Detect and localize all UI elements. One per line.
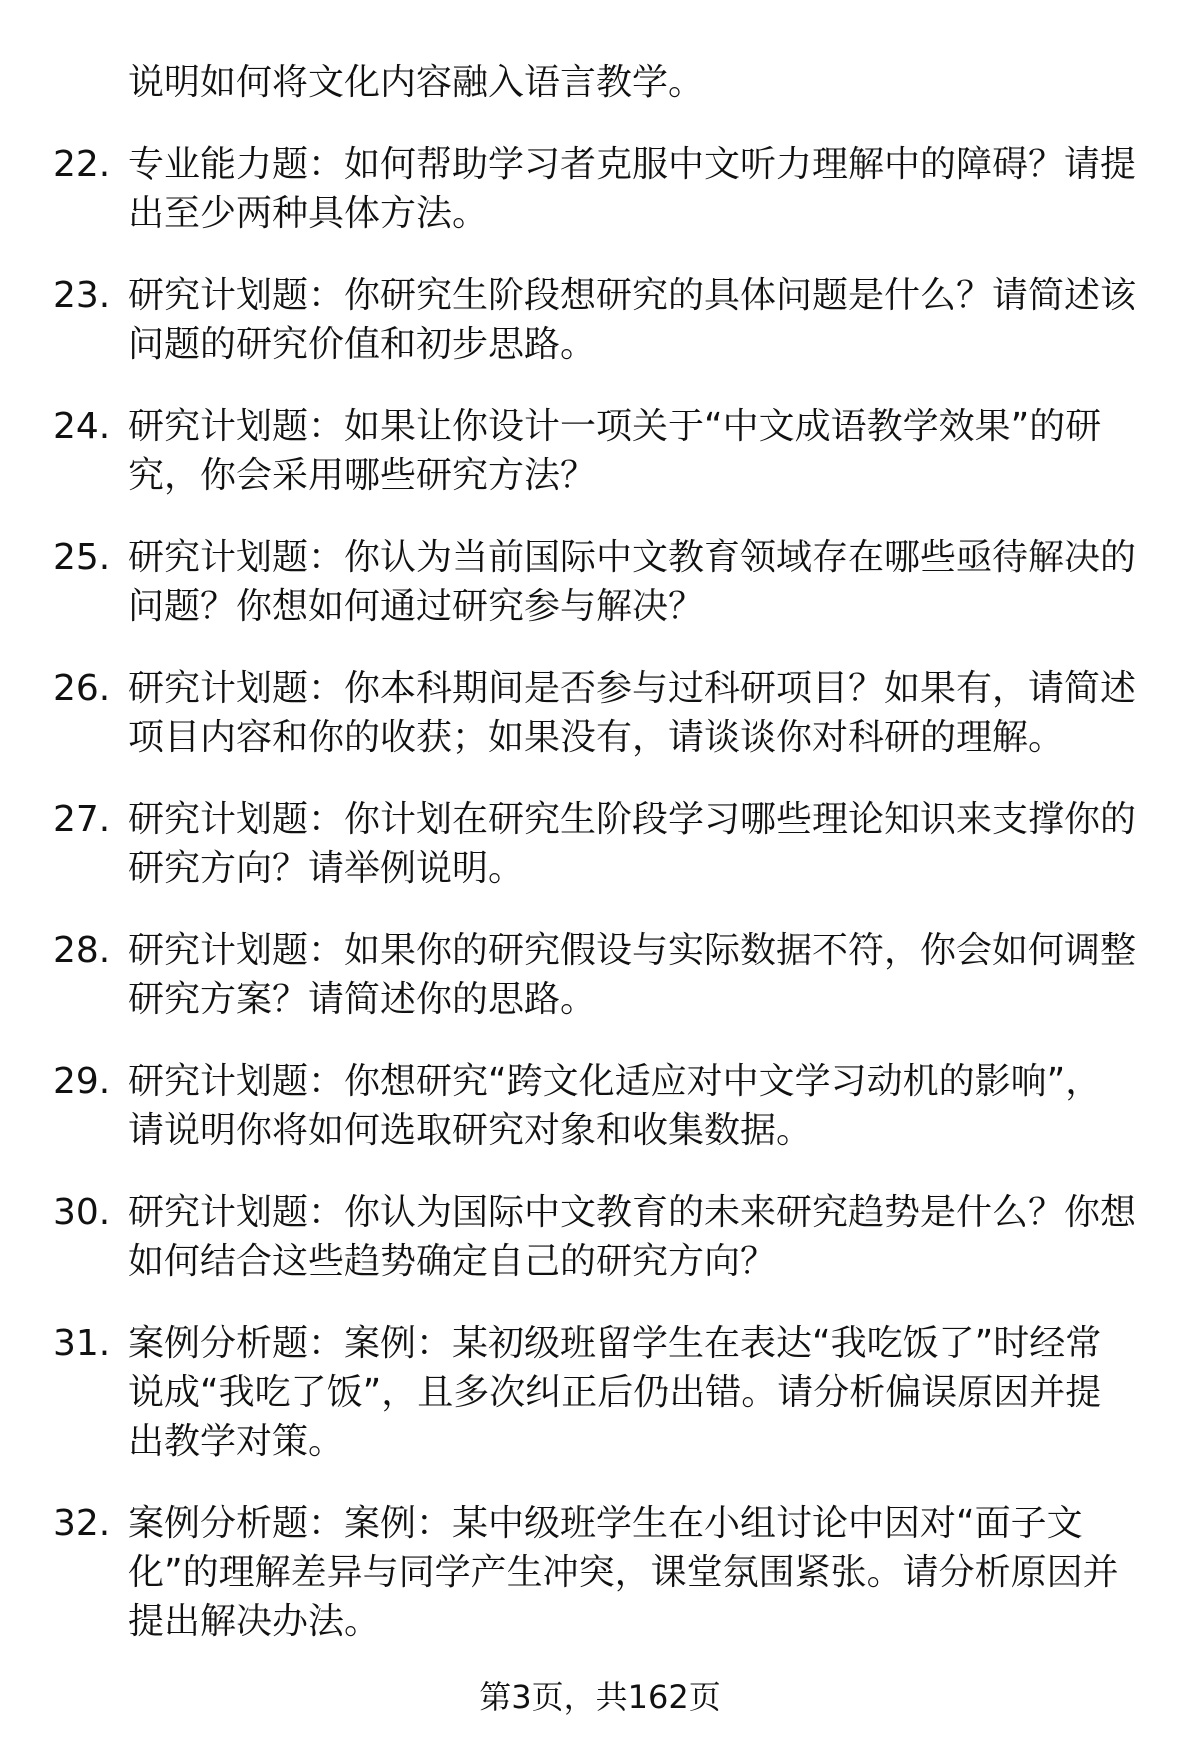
question-text: [128, 402, 1138, 500]
question-number: 26.: [53, 668, 111, 709]
question-line: 研究计划题：你研究生阶段想研究的具体问题是什么？请简述该: [128, 275, 1137, 316]
question-line: 出教学对策。: [128, 1421, 345, 1462]
question-number: 22.: [53, 144, 111, 185]
question-line: 研究计划题：你本科期间是否参与过科研项目？如果有，请简述: [128, 668, 1137, 709]
question-item: [0, 140, 1136, 238]
question-line: 案例分析题：案例：某中级班学生在小组讨论中因对“面子文: [128, 1503, 1083, 1544]
question-item: [0, 1057, 1136, 1155]
continuation-line: 说明如何将文化内容融入语言教学。: [128, 62, 705, 103]
question-number: 32.: [53, 1503, 111, 1544]
question-line: 专业能力题：如何帮助学习者克服中文听力理解中的障碍？请提: [128, 144, 1137, 185]
question-number: 31.: [53, 1323, 111, 1364]
question-text: [128, 1188, 1138, 1286]
question-number: 25.: [53, 537, 111, 578]
question-number: 29.: [53, 1061, 111, 1102]
question-text: [128, 533, 1138, 631]
question-item: [0, 1499, 1136, 1646]
question-line: 研究计划题：你计划在研究生阶段学习哪些理论知识来支撑你的: [128, 799, 1137, 840]
question-line: 提出解决办法。: [128, 1601, 381, 1642]
question-line: 请说明你将如何选取研究对象和收集数据。: [128, 1110, 813, 1151]
question-text: [128, 1319, 1138, 1466]
question-line: 案例分析题：案例：某初级班留学生在表达“我吃饭了”时经常: [128, 1323, 1102, 1364]
question-line: 研究计划题：你想研究“跨文化适应对中文学习动机的影响”，: [128, 1061, 1102, 1102]
question-text: [128, 140, 1138, 238]
question-number: 28.: [53, 930, 111, 971]
question-line: 研究计划题：如果你的研究假设与实际数据不符，你会如何调整: [128, 930, 1137, 971]
question-line: 研究方案？请简述你的思路。: [128, 979, 597, 1020]
page-footer: 第3页，共162页: [479, 1678, 721, 1716]
question-line: 出至少两种具体方法。: [128, 193, 489, 234]
question-number: 23.: [53, 275, 111, 316]
question-item: [0, 271, 1136, 369]
question-line: 研究计划题：你认为国际中文教育的未来研究趋势是什么？你想: [128, 1192, 1137, 1233]
question-line: 化”的理解差异与同学产生冲突，课堂氛围紧张。请分析原因并: [128, 1552, 1119, 1593]
question-line: 项目内容和你的收获；如果没有，请谈谈你对科研的理解。: [128, 717, 1065, 758]
question-text: [128, 926, 1138, 1024]
question-line: 说成“我吃了饭”，且多次纠正后仍出错。请分析偏误原因并提: [128, 1372, 1102, 1413]
question-text: [128, 795, 1138, 893]
question-item: [0, 1188, 1136, 1286]
question-text: [128, 1499, 1138, 1646]
question-list: [0, 58, 1200, 1646]
question-item: [0, 533, 1136, 631]
question-text: [128, 1057, 1138, 1155]
question-line: 研究计划题：如果让你设计一项关于“中文成语教学效果”的研: [128, 406, 1102, 447]
question-line: 问题？你想如何通过研究参与解决？: [128, 586, 705, 627]
question-line: 研究方向？请举例说明。: [128, 848, 525, 889]
question-item: [0, 402, 1136, 500]
question-number: 27.: [53, 799, 111, 840]
question-item: [0, 1319, 1136, 1466]
question-item: [0, 926, 1136, 1024]
question-line: 研究计划题：你认为当前国际中文教育领域存在哪些亟待解决的: [128, 537, 1137, 578]
question-text: [128, 664, 1138, 762]
question-number: 30.: [53, 1192, 111, 1233]
question-item: [0, 664, 1136, 762]
question-line: 问题的研究价值和初步思路。: [128, 324, 597, 365]
question-item: [0, 795, 1136, 893]
question-line: 如何结合这些趋势确定自己的研究方向？: [128, 1241, 777, 1282]
question-line: 究，你会采用哪些研究方法？: [128, 455, 597, 496]
question-number: 24.: [53, 406, 111, 447]
question-text: [128, 271, 1138, 369]
